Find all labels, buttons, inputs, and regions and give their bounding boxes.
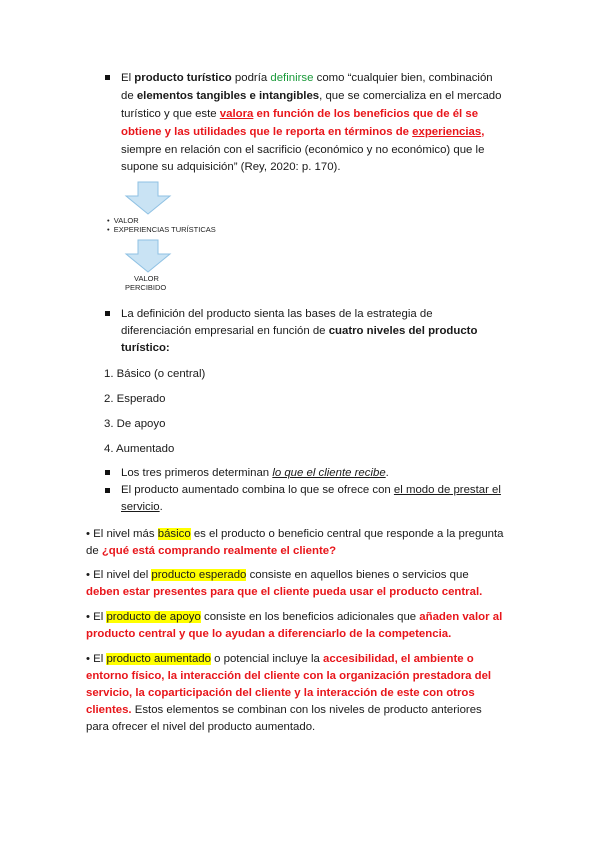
arrow-down-icon bbox=[126, 182, 170, 214]
p2-line2: deben estar presentes para que el cliente pueda usar el producto central. bbox=[86, 586, 483, 598]
diagram-result-line1: VALOR bbox=[134, 274, 159, 283]
level-3: 3. De apoyo bbox=[104, 418, 166, 430]
diagram-result-line2: PERCIBIDO bbox=[125, 283, 167, 292]
bullet2-line3: turístico: bbox=[121, 342, 170, 354]
bullet2-line1: La definición del producto sienta las bases de la estrategia de bbox=[121, 308, 433, 320]
bullet1-line4: obtiene y las utilidades que le reporta en términos de experiencias, bbox=[121, 126, 485, 138]
p2-line1: • El nivel del producto esperado consiste en aquellos bienes o servicios que bbox=[86, 569, 469, 581]
p1-line1: • El nivel más básico es el producto o beneficio central que responde a la pregunta bbox=[86, 528, 504, 540]
p3-line1: • El producto de apoyo consiste en los beneficios adicionales que añaden valor al bbox=[86, 611, 503, 623]
p3-line2: producto central y que lo ayudan a diferenciarlo de la competencia. bbox=[86, 628, 452, 640]
p4-line4: clientes. Estos elementos se combinan con los niveles de producto anteriores bbox=[86, 704, 482, 716]
bullet4-line1: El producto aumentado combina lo que se ofrece con el modo de prestar el bbox=[121, 484, 501, 496]
level-4: 4. Aumentado bbox=[104, 443, 175, 455]
level-1: 1. Básico (o central) bbox=[104, 368, 206, 380]
bullet1-line5: siempre en relación con el sacrificio (económico y no económico) que le bbox=[121, 144, 485, 156]
p4-line1: • El producto aumentado o potencial incluye la accesibilidad, el ambiente o bbox=[86, 653, 474, 665]
bullet4-line2: servicio. bbox=[121, 501, 163, 513]
p4-line2: entorno físico, la interacción del cliente con la organización prestadora del bbox=[86, 670, 492, 682]
diagram-arrows bbox=[100, 180, 260, 300]
bullet1-line1: El producto turístico podría definirse como “cualquier bien, combinación bbox=[121, 72, 493, 84]
bullet-marker bbox=[105, 311, 110, 316]
diagram-item-experiencias: • EXPERIENCIAS TURÍSTICAS bbox=[107, 225, 216, 234]
arrow-down-icon bbox=[126, 240, 170, 272]
p4-line3: servicio, la coparticipación del cliente y la interacción de este con otros bbox=[86, 687, 475, 699]
p4-line5: para ofrecer el nivel del producto aumentado. bbox=[86, 721, 316, 733]
diagram-item-valor: • VALOR bbox=[107, 216, 139, 225]
bullet1-line2: de elementos tangibles e intangibles, que se comercializa en el mercado bbox=[121, 90, 502, 102]
bullet3-line: Los tres primeros determinan lo que el cliente recibe. bbox=[121, 467, 389, 479]
bullet-marker bbox=[105, 75, 110, 80]
bullet-marker bbox=[105, 470, 110, 475]
bullet-marker bbox=[105, 488, 110, 493]
bullet2-line2: diferenciación empresarial en función de cuatro niveles del producto bbox=[121, 325, 478, 337]
p1-line2: de ¿qué está comprando realmente el cliente? bbox=[86, 545, 337, 557]
bullet1-line6: supone su adquisición” (Rey, 2020: p. 170). bbox=[121, 161, 341, 173]
level-2: 2. Esperado bbox=[104, 393, 166, 405]
bullet1-line3: turístico y que este valora en función de los beneficios que de él se bbox=[121, 108, 479, 120]
